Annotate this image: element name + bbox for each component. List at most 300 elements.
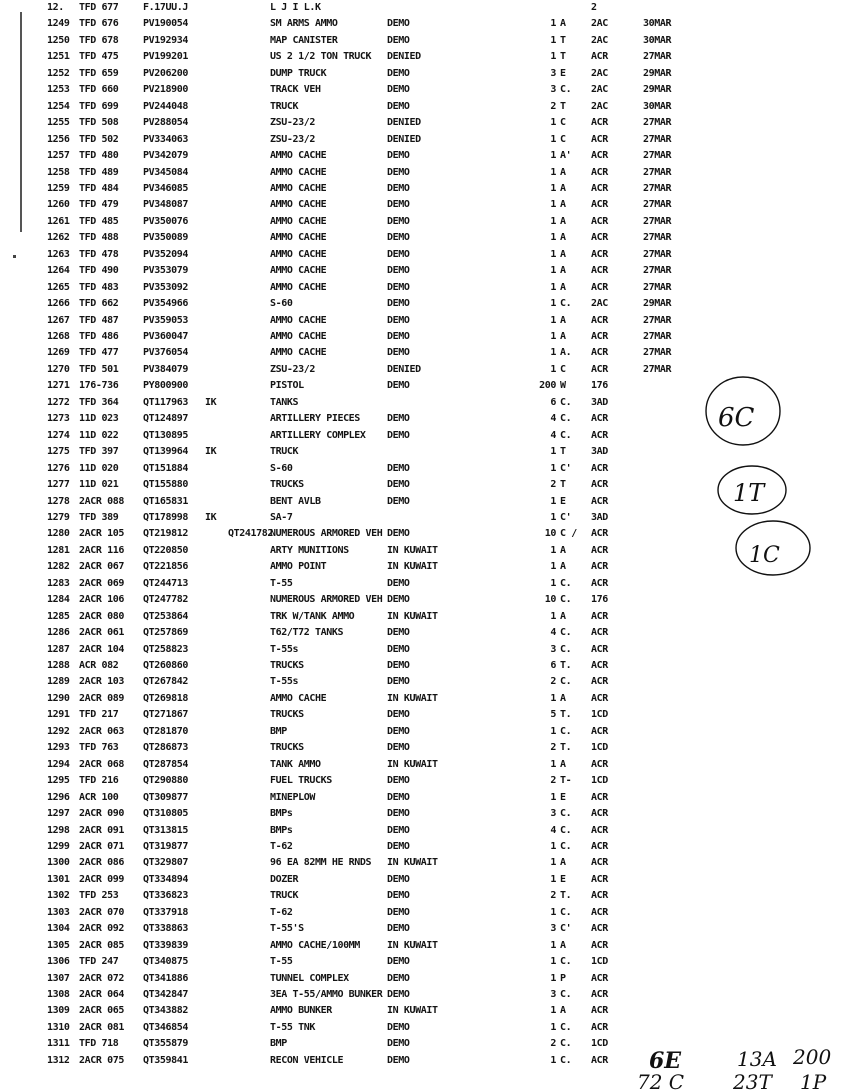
grid-reference: QT151884	[143, 462, 188, 474]
grid-reference: QT124897	[143, 413, 188, 425]
target-description: AMMO CACHE	[270, 232, 327, 244]
reporting-unit: TFD 508	[79, 117, 119, 129]
organization: ACR	[591, 840, 608, 852]
target-description: BMP	[270, 1038, 287, 1050]
target-description: AMMO CACHE	[270, 199, 327, 211]
row-number: 1286	[47, 627, 70, 639]
category-code: C	[560, 117, 566, 129]
grid-reference: PV346085	[143, 182, 188, 194]
grid-reference: QT341886	[143, 972, 188, 984]
reporting-unit: 2ACR 069	[79, 577, 124, 589]
reporting-unit: ACR 082	[79, 660, 119, 671]
row-number: 1269	[47, 347, 70, 359]
reporting-unit: TFD 660	[79, 84, 119, 96]
quantity: 1	[550, 363, 556, 375]
category-code: A	[560, 692, 566, 704]
row-number: 1266	[47, 298, 70, 310]
grid-reference: QT271867	[143, 709, 188, 721]
target-status: DENIED	[387, 363, 421, 375]
grid-reference: PV199201	[143, 51, 188, 63]
target-description: ARTILLERY COMPLEX	[270, 429, 366, 441]
grid-reference: QT309877	[143, 791, 188, 803]
organization: ACR	[591, 363, 608, 375]
organization: ACR	[591, 627, 608, 639]
grid-reference: PV348087	[143, 199, 188, 211]
table-row	[0, 197, 850, 213]
table-row	[0, 99, 850, 115]
table-row	[0, 691, 850, 707]
quantity: 1	[550, 51, 556, 63]
grid-reference: QT260860	[143, 660, 188, 671]
reporting-unit: 176-736	[79, 380, 119, 392]
table-row	[0, 905, 850, 921]
table-row	[0, 757, 850, 773]
target-description: AMMO CACHE	[270, 692, 327, 704]
quantity: 2	[550, 890, 556, 902]
table-row	[0, 625, 850, 641]
category-code: C.	[560, 413, 572, 425]
tally-note: 1P	[800, 1070, 827, 1091]
target-status: DEMO	[387, 232, 410, 244]
grid-reference: QT336823	[143, 890, 188, 902]
category-code: P	[560, 972, 566, 984]
quantity: 1	[550, 215, 556, 227]
category-code: A	[560, 248, 566, 260]
quantity: 3	[550, 808, 556, 820]
target-status: DEMO	[387, 660, 410, 671]
grid-reference: PV353079	[143, 265, 188, 277]
category-code: T-	[560, 775, 572, 787]
grid-reference: QT359841	[143, 1054, 188, 1066]
target-description: TRUCKS	[270, 742, 304, 754]
grid-reference: QT258823	[143, 643, 188, 655]
grid-reference: PV376054	[143, 347, 188, 359]
organization: ACR	[591, 923, 608, 935]
grid-reference: QT219812	[143, 528, 188, 540]
table-row	[0, 345, 850, 361]
row-number: 1312	[47, 1054, 70, 1066]
category-code: E	[560, 791, 566, 803]
report-date: 27MAR	[643, 265, 672, 277]
grid-reference: PV342079	[143, 150, 188, 162]
grid-reference: PV350076	[143, 215, 188, 227]
reporting-unit: 11D 023	[79, 413, 119, 425]
report-date: 27MAR	[643, 314, 672, 326]
report-date: 29MAR	[643, 67, 672, 79]
organization: 1CD	[591, 1038, 608, 1050]
table-row	[0, 592, 850, 608]
target-description: ZSU-23/2	[270, 363, 315, 375]
organization: ACR	[591, 248, 608, 260]
quantity: 1	[550, 298, 556, 310]
table-row	[0, 214, 850, 230]
grid-reference: QT329807	[143, 857, 188, 869]
organization: 2AC	[591, 34, 608, 46]
category-code: T	[560, 446, 566, 458]
reporting-unit: TFD 763	[79, 742, 119, 754]
table-row	[0, 247, 850, 263]
reporting-unit: 2ACR 089	[79, 692, 124, 704]
grid-reference: PV353092	[143, 281, 188, 293]
tally-note: 23T	[733, 1070, 772, 1091]
organization: ACR	[591, 972, 608, 984]
table-row	[0, 280, 850, 296]
target-status: DEMO	[387, 1021, 410, 1033]
target-description: ARTILLERY PIECES	[270, 413, 360, 425]
organization: 1CD	[591, 956, 608, 968]
row-number: 1305	[47, 939, 70, 951]
target-description: PISTOL	[270, 380, 304, 392]
row-number: 1256	[47, 133, 70, 145]
category-code: A'	[560, 150, 572, 162]
organization: ACR	[591, 561, 608, 573]
target-description: SM ARMS AMMO	[270, 18, 338, 30]
row-number: 1292	[47, 725, 70, 737]
row-number: 12.	[47, 2, 64, 13]
reporting-unit: TFD 662	[79, 298, 119, 310]
target-status: DEMO	[387, 577, 410, 589]
grid-reference: QT340875	[143, 956, 188, 968]
target-description: T-55s	[270, 643, 299, 655]
organization: ACR	[591, 1054, 608, 1066]
organization: 1CD	[591, 709, 608, 721]
quantity: 1	[550, 182, 556, 194]
target-status: IN KUWAIT	[387, 857, 438, 869]
target-description: BENT AVLB	[270, 495, 321, 507]
category-code: C.	[560, 840, 572, 852]
category-code: C.	[560, 1054, 572, 1066]
grid-reference: QT220850	[143, 544, 188, 556]
row-number: 1257	[47, 150, 70, 162]
table-row	[0, 1053, 850, 1069]
table-row	[0, 707, 850, 723]
target-status: DEMO	[387, 742, 410, 754]
reporting-unit: TFD 397	[79, 446, 119, 458]
report-date: 29MAR	[643, 84, 672, 96]
table-row	[0, 790, 850, 806]
quantity: 1	[550, 199, 556, 211]
target-description: AMMO CACHE	[270, 182, 327, 194]
grid-reference: PV288054	[143, 117, 188, 129]
target-description: AMMO CACHE	[270, 150, 327, 162]
target-status: IN KUWAIT	[387, 939, 438, 951]
reporting-unit: TFD 676	[79, 18, 119, 30]
reporting-unit: 2ACR 105	[79, 528, 124, 540]
quantity: 3	[550, 923, 556, 935]
table-row	[0, 872, 850, 888]
row-number: 1255	[47, 117, 70, 129]
target-description: ARTY MUNITIONS	[270, 544, 349, 556]
target-description: FUEL TRUCKS	[270, 775, 332, 787]
organization: ACR	[591, 150, 608, 162]
row-number: 1268	[47, 331, 70, 342]
organization: ACR	[591, 232, 608, 244]
quantity: 3	[550, 84, 556, 96]
flag-code: IK	[205, 511, 217, 523]
quantity: 1	[550, 1054, 556, 1066]
reporting-unit: TFD 718	[79, 1038, 119, 1050]
organization: ACR	[591, 544, 608, 556]
row-number: 1294	[47, 758, 70, 770]
target-description: AMMO CACHE	[270, 166, 327, 178]
quantity: 1	[550, 725, 556, 737]
category-code: C'	[560, 511, 572, 523]
table-row	[0, 49, 850, 65]
organization: 2AC	[591, 18, 608, 30]
target-description: T-55s	[270, 676, 299, 688]
organization: 2	[591, 2, 597, 13]
row-number: 1250	[47, 34, 70, 46]
category-code: A	[560, 857, 566, 869]
organization: ACR	[591, 890, 608, 902]
table-row	[0, 296, 850, 312]
quantity: 3	[550, 989, 556, 1000]
reporting-unit: TFD 216	[79, 775, 119, 787]
quantity: 1	[550, 166, 556, 178]
target-description: BMPs	[270, 824, 293, 836]
target-description: T-55'S	[270, 923, 304, 935]
category-code: C	[560, 133, 566, 145]
grid-reference: PV190054	[143, 18, 188, 30]
target-description: AMMO POINT	[270, 561, 327, 573]
category-code: A	[560, 544, 566, 556]
reporting-unit: 2ACR 071	[79, 840, 124, 852]
organization: 2AC	[591, 84, 608, 96]
target-status: IN KUWAIT	[387, 758, 438, 770]
organization: ACR	[591, 610, 608, 622]
grid-reference: QT253864	[143, 610, 188, 622]
report-date: 27MAR	[643, 281, 672, 293]
target-status: DEMO	[387, 1038, 410, 1050]
row-number: 1262	[47, 232, 70, 244]
row-number: 1271	[47, 380, 70, 392]
grid-reference: F.17UU.J	[143, 2, 188, 13]
category-code: C.	[560, 906, 572, 918]
quantity: 1	[550, 561, 556, 573]
target-status: DEMO	[387, 906, 410, 918]
row-number: 1285	[47, 610, 70, 622]
row-number: 1303	[47, 906, 70, 918]
reporting-unit: TFD 486	[79, 331, 119, 342]
organization: ACR	[591, 873, 608, 885]
table-row	[0, 428, 850, 444]
reporting-unit: ACR 100	[79, 791, 119, 803]
category-code: A	[560, 561, 566, 573]
table-row	[0, 33, 850, 49]
table-row	[0, 411, 850, 427]
quantity: 1	[550, 314, 556, 326]
category-code: A	[560, 199, 566, 211]
grid-reference: PV192934	[143, 34, 188, 46]
target-status: IN KUWAIT	[387, 610, 438, 622]
grid-reference: PV354966	[143, 298, 188, 310]
category-code: C.	[560, 989, 572, 1000]
reporting-unit: 2ACR 075	[79, 1054, 124, 1066]
organization: 3AD	[591, 446, 608, 458]
table-row	[0, 82, 850, 98]
target-status: DEMO	[387, 331, 410, 342]
row-number: 1296	[47, 791, 70, 803]
category-code: T	[560, 100, 566, 112]
row-number: 1265	[47, 281, 70, 293]
organization: ACR	[591, 528, 608, 540]
grid-reference: PY800900	[143, 380, 188, 392]
reporting-unit: TFD 217	[79, 709, 119, 721]
organization: ACR	[591, 331, 608, 342]
row-number: 1277	[47, 479, 70, 491]
target-status: DEMO	[387, 725, 410, 737]
reporting-unit: 2ACR 092	[79, 923, 124, 935]
report-date: 30MAR	[643, 100, 672, 112]
quantity: 6	[550, 660, 556, 671]
organization: ACR	[591, 758, 608, 770]
quantity: 1	[550, 265, 556, 277]
report-date: 27MAR	[643, 166, 672, 178]
reporting-unit: 2ACR 072	[79, 972, 124, 984]
row-number: 1276	[47, 462, 70, 474]
target-status: DEMO	[387, 972, 410, 984]
reporting-unit: TFD 490	[79, 265, 119, 277]
quantity: 10	[544, 528, 556, 540]
reporting-unit: 2ACR 090	[79, 808, 124, 820]
reporting-unit: 2ACR 106	[79, 594, 124, 606]
target-status: DEMO	[387, 643, 410, 655]
target-description: TRUCK	[270, 890, 299, 902]
reporting-unit: 2ACR 070	[79, 906, 124, 918]
reporting-unit: TFD 477	[79, 347, 119, 359]
organization: 1CD	[591, 775, 608, 787]
quantity: 1	[550, 495, 556, 507]
organization: ACR	[591, 413, 608, 425]
target-description: RECON VEHICLE	[270, 1054, 344, 1066]
row-number: 1301	[47, 873, 70, 885]
target-status: DEMO	[387, 956, 410, 968]
tally-note: 6E	[649, 1048, 682, 1074]
target-description: AMMO CACHE	[270, 314, 327, 326]
quantity: 1	[550, 939, 556, 951]
category-code: A	[560, 182, 566, 194]
target-description: AMMO CACHE	[270, 265, 327, 277]
quantity: 1	[550, 791, 556, 803]
target-description: TRK W/TANK AMMO	[270, 610, 355, 622]
organization: ACR	[591, 281, 608, 293]
target-status: DEMO	[387, 314, 410, 326]
table-row	[0, 263, 850, 279]
target-status: DEMO	[387, 528, 410, 540]
quantity: 2	[550, 479, 556, 491]
quantity: 1	[550, 446, 556, 458]
quantity: 5	[550, 709, 556, 721]
target-status: DEMO	[387, 18, 410, 30]
target-status: DEMO	[387, 840, 410, 852]
target-status: DEMO	[387, 380, 410, 392]
quantity: 1	[550, 331, 556, 342]
table-row	[0, 855, 850, 871]
category-code: C.	[560, 577, 572, 589]
target-status: DEMO	[387, 34, 410, 46]
grid-reference: QT319877	[143, 840, 188, 852]
row-number: 1273	[47, 413, 70, 425]
category-code: A	[560, 281, 566, 293]
target-description: AMMO CACHE	[270, 281, 327, 293]
table-row	[0, 658, 850, 674]
row-number: 1258	[47, 166, 70, 178]
row-number: 1270	[47, 363, 70, 375]
target-description: TRACK VEH	[270, 84, 321, 96]
reporting-unit: TFD 253	[79, 890, 119, 902]
row-number: 1299	[47, 840, 70, 852]
target-status: DEMO	[387, 429, 410, 441]
table-row	[0, 674, 850, 690]
row-number: 1259	[47, 182, 70, 194]
reporting-unit: 2ACR 065	[79, 1005, 124, 1017]
target-description: AMMO CACHE	[270, 331, 327, 342]
organization: ACR	[591, 117, 608, 129]
reporting-unit: TFD 677	[79, 2, 119, 13]
table-row	[0, 230, 850, 246]
table-row	[0, 576, 850, 592]
row-number: 1249	[47, 18, 70, 30]
organization: ACR	[591, 495, 608, 507]
grid-reference: QT267842	[143, 676, 188, 688]
organization: ACR	[591, 643, 608, 655]
grid-reference: QT117963	[143, 396, 188, 408]
grid-reference: PV244048	[143, 100, 188, 112]
table-row	[0, 921, 850, 937]
organization: ACR	[591, 314, 608, 326]
organization: ACR	[591, 1005, 608, 1017]
category-code: W	[560, 380, 566, 392]
category-code: A	[560, 1005, 566, 1017]
row-number: 1278	[47, 495, 70, 507]
reporting-unit: 2ACR 116	[79, 544, 124, 556]
grid-reference: QT221856	[143, 561, 188, 573]
table-row	[0, 494, 850, 510]
target-status: DEMO	[387, 347, 410, 359]
table-row	[0, 971, 850, 987]
flag-code: IK	[205, 446, 217, 458]
grid-reference: PV334063	[143, 133, 188, 145]
row-number: 1272	[47, 396, 70, 408]
reporting-unit: TFD 678	[79, 34, 119, 46]
category-code: T.	[560, 742, 572, 754]
row-number: 1283	[47, 577, 70, 589]
quantity: 3	[550, 643, 556, 655]
table-row	[0, 115, 850, 131]
category-code: E	[560, 495, 566, 507]
row-number: 1279	[47, 511, 70, 523]
organization: 2AC	[591, 100, 608, 112]
target-description: T-55	[270, 577, 293, 589]
grid-reference: QT342847	[143, 989, 188, 1000]
reporting-unit: TFD 475	[79, 51, 119, 63]
report-date: 30MAR	[643, 18, 672, 30]
row-number: 1291	[47, 709, 70, 721]
table-row	[0, 378, 850, 394]
row-number: 1261	[47, 215, 70, 227]
table-row	[0, 642, 850, 658]
target-description: TRUCKS	[270, 660, 304, 671]
target-description: AMMO CACHE	[270, 248, 327, 260]
row-number: 1252	[47, 67, 70, 79]
reporting-unit: TFD 483	[79, 281, 119, 293]
report-date: 30MAR	[643, 34, 672, 46]
grid-reference: QT257869	[143, 627, 188, 639]
row-number: 1306	[47, 956, 70, 968]
category-code: T	[560, 51, 566, 63]
quantity: 4	[550, 824, 556, 836]
quantity: 2	[550, 775, 556, 787]
